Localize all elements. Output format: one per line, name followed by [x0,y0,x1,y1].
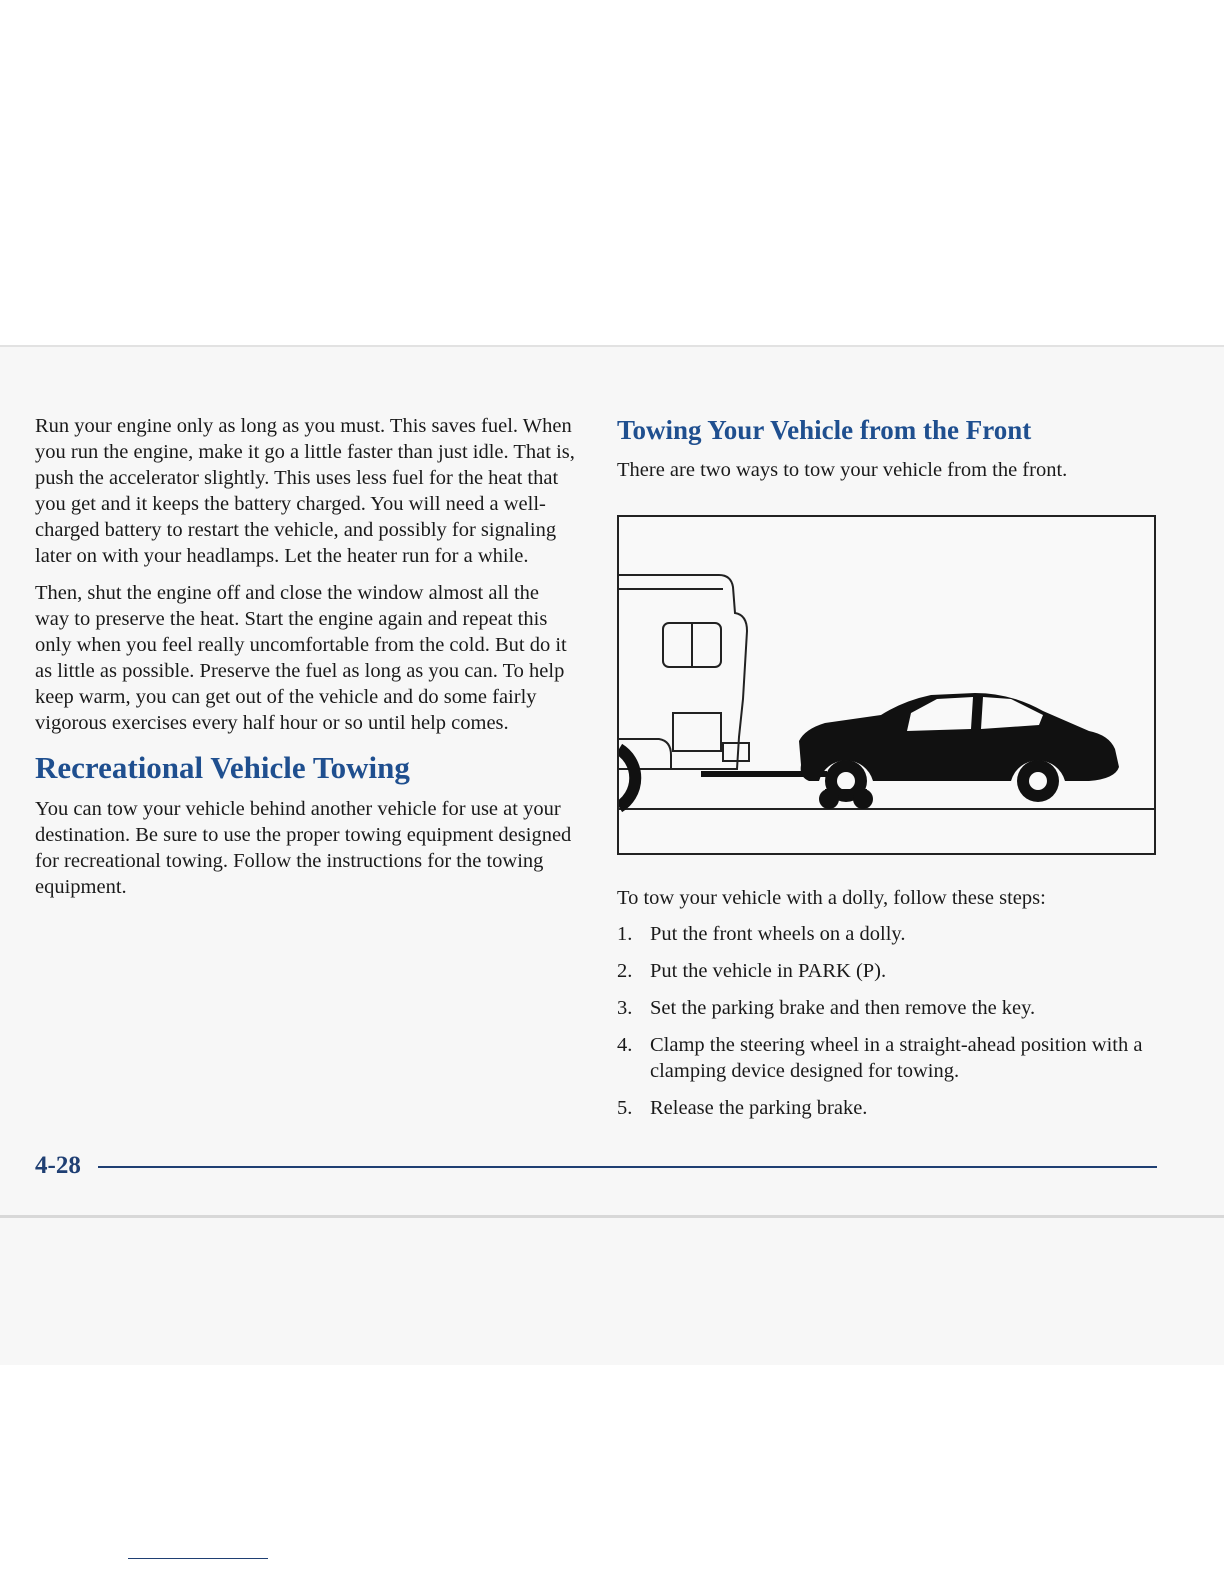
step-number: 5. [617,1097,633,1119]
step-number: 1. [617,923,633,945]
car-front-hub [837,772,855,790]
subtitle-towing-from-front: Towing Your Vehicle from the Front [617,415,1032,445]
band-top-divider [0,345,1224,347]
rv-wheel-icon [619,749,635,807]
band-bottom-divider [0,1215,1224,1218]
page-footer [35,1152,1157,1182]
step-text: Set the parking brake and then remove the key. [650,997,1036,1019]
step-number: 2. [617,960,633,982]
section-title-recreational-towing: Recreational Vehicle Towing [35,750,410,785]
rv-door-panel [673,713,721,751]
step-number: 3. [617,997,633,1019]
list-item [617,921,1162,947]
towing-illustration-drawing [619,517,1154,853]
bottom-decorative-line [128,1558,268,1559]
car-rear-window [981,697,1043,729]
dolly-steps-list [617,921,1162,1121]
step-text: Release the parking brake. [650,1097,868,1119]
paragraph-run-engine: Run your engine only as long as you must. This saves fuel. When you run the engine, make it go a little faster than just idle. That is, push the accelerator slightly. This uses less fuel for the heat that you get and it keeps the battery charged. You will need a well-charged battery to restart the vehicle, and possibly for signaling later on with your headlamps. Let the heater run for a while. [35,415,575,567]
paragraph-recreational-towing: You can tow your vehicle behind another vehicle for use at your destination. Be sure to use the proper towing equipment designed for recreational towing. Follow the instructions for the towing equipment. [35,798,572,898]
right-column [617,413,1162,1132]
list-item [617,1095,1162,1121]
steps-intro: To tow your vehicle with a dolly, follow these steps: [617,887,1046,909]
list-item [617,1032,1162,1084]
rv-bumper [723,743,749,761]
list-item [617,958,1162,984]
towing-illustration [617,515,1156,855]
left-column [35,413,575,911]
paragraph-shut-engine: Then, shut the engine off and close the window almost all the way to preserve the heat. Start the engine again and repeat this only when you feel really uncomfortable from the cold. But do it as little as possible. Preserve the fuel as long as you can. To help keep warm, you can get out of the vehicle and do some fairly vigorous exercises every half hour or so until help comes. [35,582,567,734]
step-text: Clamp the steering wheel in a straight-ahead position with a clamping device designed for towing. [650,1034,1143,1082]
step-number: 4. [617,1034,633,1056]
step-text: Put the front wheels on a dolly. [650,923,906,945]
page-number: 4-28 [35,1152,81,1179]
footer-rule [98,1166,1157,1168]
car-rear-hub [1029,772,1047,790]
step-text: Put the vehicle in PARK (P). [650,960,887,982]
dolly-frame [825,789,867,795]
list-item [617,995,1162,1021]
paragraph-two-ways: There are two ways to tow your vehicle from the front. [617,459,1068,481]
